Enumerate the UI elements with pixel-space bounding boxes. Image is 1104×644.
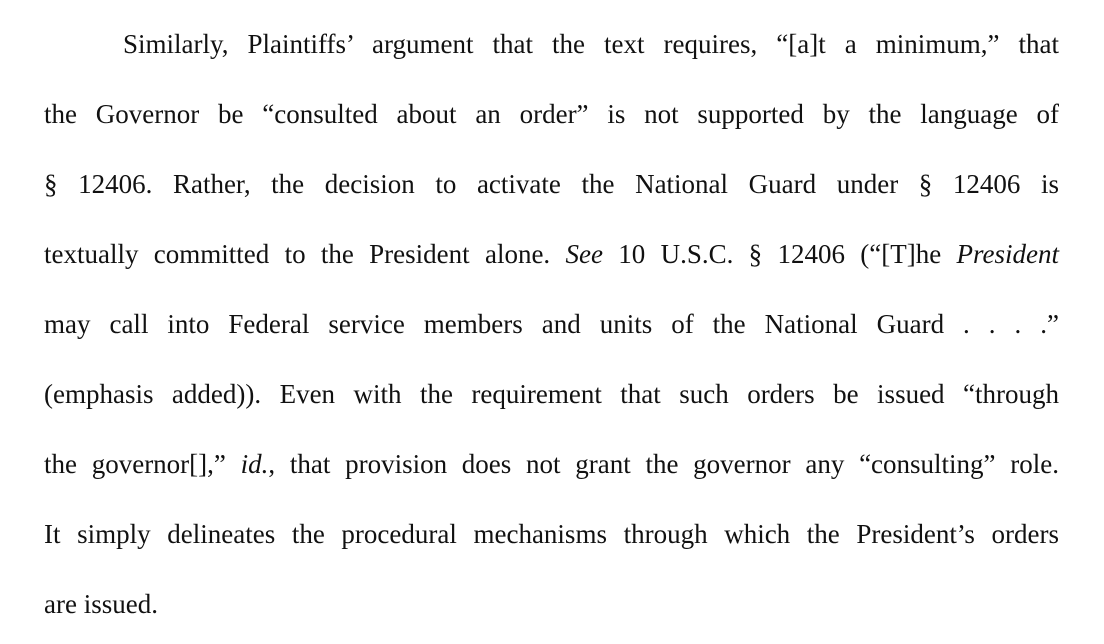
paragraph-line-5: may call into Federal service members and units of the National Guard . . . .”	[44, 309, 1059, 339]
paragraph-line-7	[44, 446, 1059, 482]
paragraph-line-4	[44, 236, 1059, 272]
see-signal: See	[565, 239, 603, 269]
line-7-text-start: the governor[],”	[44, 449, 241, 479]
paragraph-line-9: are issued.	[44, 589, 158, 619]
line-4-text-start: textually committed to the President alone.	[44, 239, 566, 269]
paragraph-line-2: the Governor be “consulted about an order” is not supported by the language of	[44, 99, 1059, 129]
statute-citation: 10 U.S.C. § 12406 (“[T]he	[602, 239, 957, 269]
paragraph-line-6: (emphasis added)). Even with the requirement that such orders be issued “through	[44, 379, 1059, 409]
paragraph-line-1: Similarly, Plaintiffs’ argument that the text requires, “[a]t a minimum,” that	[123, 29, 1059, 59]
paragraph-line-8: It simply delineates the procedural mechanisms through which the President’s orders	[44, 519, 1059, 549]
line-7-text-end: , that provision does not grant the governor any “consulting” role.	[268, 449, 1059, 479]
paragraph-line-3: § 12406. Rather, the decision to activate the National Guard under § 12406 is	[44, 169, 1059, 199]
emphasized-president: President	[956, 239, 1059, 269]
id-citation: id.	[240, 449, 269, 479]
